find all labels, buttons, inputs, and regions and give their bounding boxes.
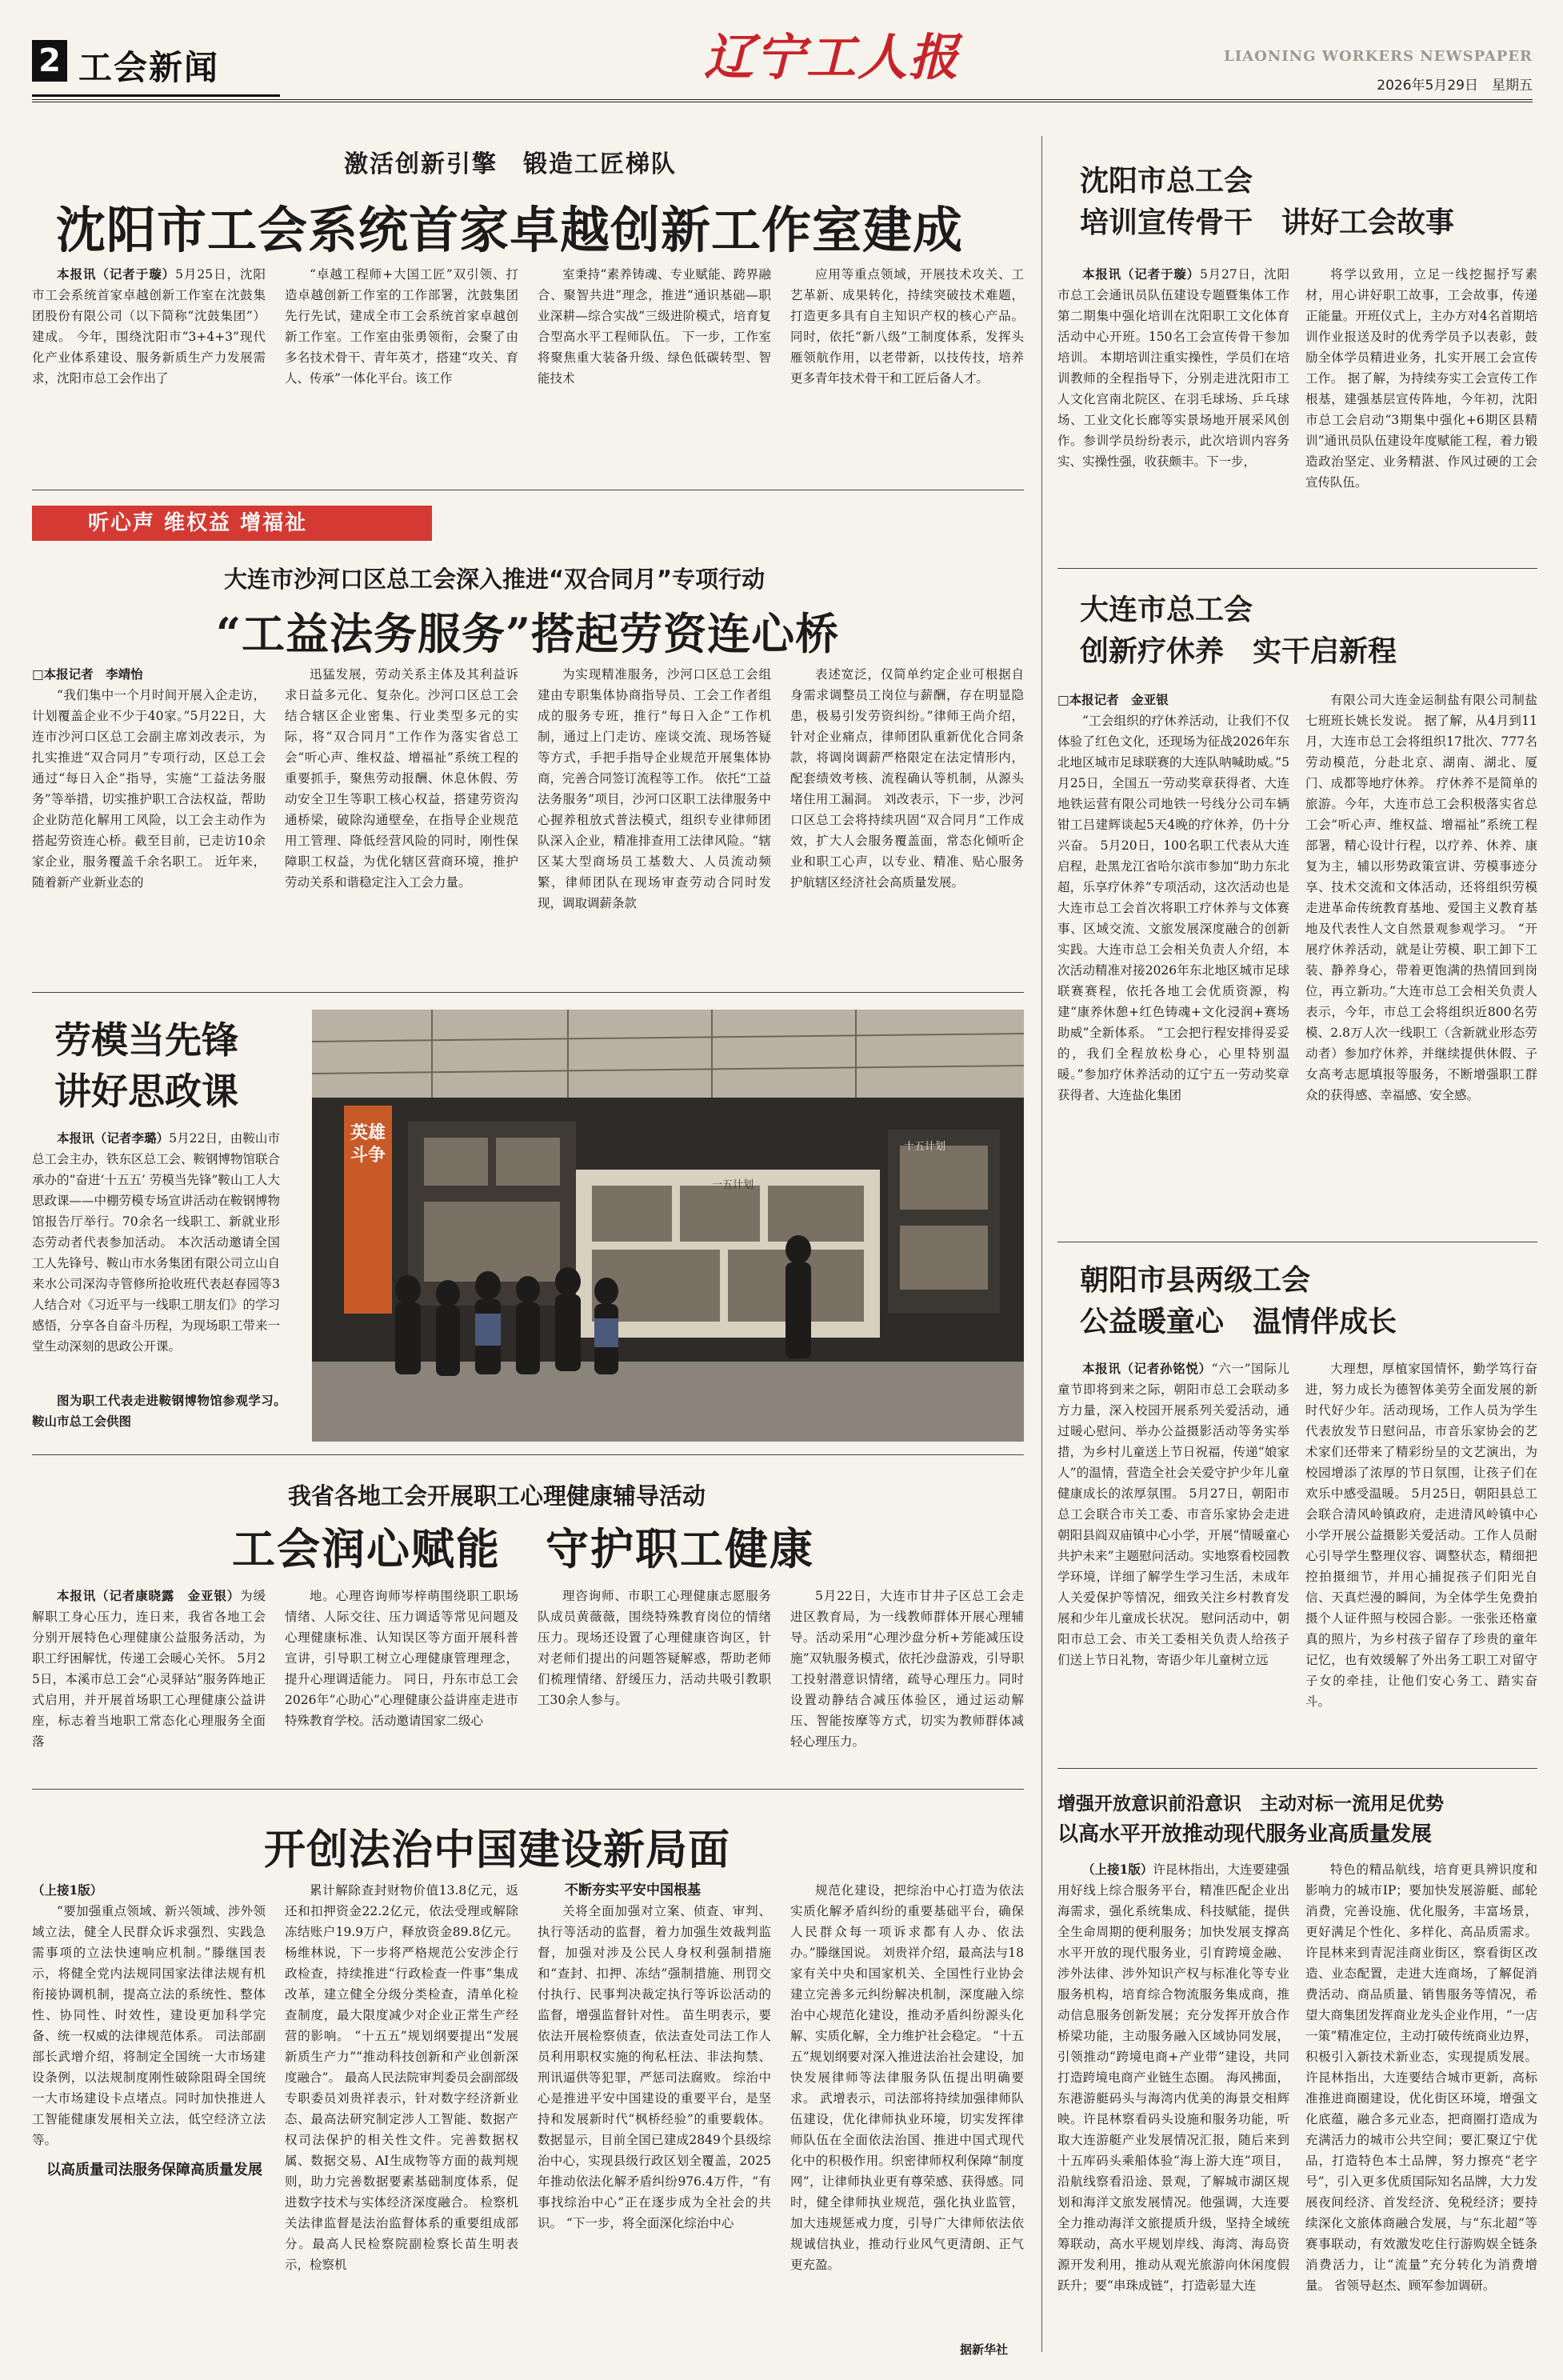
column-text: 将学以致用，立足一线挖掘抒写素材，用心讲好职工故事，工会故事，传递正能量。开班仪式上，主办方对4名首期培训作业报送及时的优秀学员予以表彰，鼓励全体学员精进业务，扎实开展工会宣传工作。 据了解，为持续夯实工会宣传工作根基，建强基层宣传阵地，今年初，沈阳市总工会启动“3期集中强化+6期区县精训”通讯员队伍建设年度赋能工程，着力锻造政治坚定、业务精湛、作风过硬的工会宣传队伍。 xyxy=(1305,267,1537,490)
article-column xyxy=(32,264,266,464)
column-text: 累计解除查封财物价值13.8亿元，返还和扣押资金22.2亿元，依法受理或解除冻结账户19.9万户，释放资金89.8亿元。 杨维林说，下一步将严格规范公安涉企行政检查，持续推进“行政检查一件事”集成改革，建立健全分级分类检查，清单化检查制度，最大限度减少对企业正常生产经营的影响。 “十五五”规划纲要提出“发展新质生产力”“推动科技创新和产业创新深度融合”。 最高人民法院审判委员会副部级专职委员刘贵祥表示，针对数字经济新业态、最高法研究制定涉人工智能、数据产权司法保护的相关性文件。完善数据权属、数据交易、AI生成物等方面的裁判规则，助力完善数据要素基础制度体系，促进数字技术与实体经济深度融合。 检察机关法律监督是法治监督体系的重要组成部分。最高人民检察院副检察长苗生明表示，检察机 xyxy=(285,1883,518,2272)
column-text: “我们集中一个月时间开展入企走访，计划覆盖企业不少于40家。”5月22日，大连市沙河口区总工会副主席刘改表示，为扎实推进“双合同月”专项行动，区总工会通过“每日入企”指导，实施“工益法务服务”等举措，切实推护职工合法权益，帮助企业防范化解用工风险，以工会主动作为搭起劳资连心桥。截至目前，已走访10余家企业，服务覆盖千余名职工。 近年来，随着新产业新业态的 xyxy=(32,688,266,890)
section-rule xyxy=(1057,568,1537,569)
column-text: 为缓解职工身心压力，连日来，我省各地工会分别开展特色心理健康公益服务活动，为职工纾困解忧，传递工会暖心关怀。 5月25日，本溪市总工会“心灵驿站”服务阵地正式启用，并开展首场职工心理健康公益讲座，标志着当地职工常态化心理服务全面落 xyxy=(32,1589,266,1749)
date-text: 2026年5月29日 xyxy=(1377,78,1478,94)
article-title xyxy=(1080,1259,1397,1342)
subheading: 不断夯实平安中国根基 xyxy=(565,1882,701,1898)
column-text: 5月25日，沈阳市工会系统首家卓越创新工作室在沈鼓集团股份有限公司（以下简称“沈鼓集团”）建成。 今年，围绕沈阳市“3+4+3”现代化产业体系建设、服务新质生产力发展需求，沈阳市总工会作出了 xyxy=(32,267,266,386)
title-line: 创新疗休养 实干启新程 xyxy=(1080,634,1397,668)
article-kicker: 我省各地工会开展职工心理健康辅导活动 xyxy=(288,1482,706,1510)
article-column xyxy=(790,664,1024,984)
article-labor-law-service xyxy=(32,494,1024,990)
article-body xyxy=(1057,690,1537,1234)
article-dalian-openness xyxy=(1057,1773,1537,2357)
title-line: 朝阳市县两级工会 xyxy=(1080,1263,1311,1297)
article-column xyxy=(538,1880,771,2352)
column-text: 表述宽泛，仅简单约定企业可根据自身需求调整员工岗位与薪酬，存在明显隐患，极易引发劳资纠纷。”律师王尚介绍，针对企业痛点，律师团队重新优化合同条款，将调岗调薪严格限定在法定情形内，配套绩效考核、流程确认等机制，从源头堵住用工漏洞。 刘改表示，下一步，沙河口区总工会将持续巩固“双合同月”工作成效，扩大人会服务覆盖面，常态化倾听企业和职工心声，以专业、精准、贴心服务护航辖区经济社会高质量发展。 xyxy=(790,667,1024,890)
article-innovation-studio xyxy=(32,144,1024,480)
column-text: 特色的精品航线，培育更具辨识度和影响力的城市IP；要加快发展游艇、邮轮消费，完善设施、优化服务，丰富场景，更好满足个性化、多样化、高品质需求。 许昆林来到青泥洼商业街区，察看街区改造、业态配置，走进大连商场，了解促消费活动、商品质量、销售服务等情况，希望大商集团发挥商业龙头企业作用，“一店一策”精准定位，主动打破传统商业边界，积极引入新技术新业态，实现提质发展。许昆林指出，大连要结合城市更新，高标准推进商圈建设，优化街区环境，增强文化底蕴，融合多元业态，把商圈打造成为充满活力的城市公共空间；要汇聚辽宁优品，打造特色本土品牌，努力擦亮“老字号”，引入更多优质国际知名品牌，大力发展夜间经济、首发经济、免税经济；要持续深化文旅体商融合发展，与“东北超”等赛事联动，有效激发吃住行游购娱全链条消费活力，让“流量”充分转化为消费增量。 省领导赵杰、顾军参加调研。 xyxy=(1305,1862,1537,2293)
article-kicker: 大连市沙河口区总工会深入推进“双合同月”专项行动 xyxy=(224,566,766,593)
column-text: “工会组织的疗休养活动，让我们不仅体验了红色文化，还现场为征战2026年东北地区城市足球联赛的大连队呐喊助威。”5月25日，全国五一劳动奖章获得者、大连地铁运营有限公司地铁一号线分公司车辆钳工吕建辉谈起5天4晚的疗休养，仍十分兴奋。 5月20日，100名职工代表从大连启程，赴黑龙江省哈尔滨市参加“助力东北超，乐享疗休养”专项活动，这次活动也是大连市总工会首次将职工疗休养与文体赛事、区域交流、文旅发展深度融合的创新实践。大连市总工会相关负责人介绍，本次活动精准对接2026年东北地区城市足球联赛赛程，依托各地工会优质资源，构建“康养休憩+红色铸魂+文化浸润+赛场助威”全新体系。 “工会把行程安排得妥妥的，我们全程放松身心，心里特别温暖。”参加疗休养活动的辽宁五一劳动奖章获得者、大连盐化集团 xyxy=(1057,714,1289,1102)
exhibit-panel-label: 十五计划 xyxy=(904,1141,946,1153)
article-body xyxy=(32,264,1024,464)
section-rule xyxy=(32,1789,1024,1790)
title-line: 增强开放意识前沿意识 主动对标一流用足优势 xyxy=(1057,1794,1444,1814)
article-column xyxy=(1305,690,1537,1234)
article-column xyxy=(32,664,266,984)
column-text: 有限公司大连金运制盐有限公司制盐七班班长姚长发说。 据了解，从4月到11月，大连市总工会将组织17批次、777名劳动模范，分赴北京、湖南、湖北、厦门、成都等地疗休养。 疗休养不是简单的旅游。今年，大连市总工会积极落实省总工会“听心声、维权益、增福祉”系统工程部署，精心设计行程，以疗养、休养、康复为主，辅以形势政策宣讲、劳模事迹分享、技术交流和文体活动，还将组织劳模走进革命传统教育基地、爱国主义教育基地及代表性人文自然景观参观学习。 “开展疗休养活动，就是让劳模、职工卸下工装、静养身心，带着更饱满的热情回到岗位，再立新功。”大连市总工会相关负责人表示，今年，市总工会将组织近800名劳模、2.8万人次一线职工（含新就业形态劳动者）参加疗休养，并继续提供休假、子女高考志愿填报等服务，不断增强职工群众的获得感、幸福感、安全感。 xyxy=(1305,693,1537,1102)
article-column xyxy=(538,1586,771,1778)
article-column xyxy=(285,1880,518,2352)
column-text: 室秉持“素养铸魂、专业赋能、跨界融合、聚智共进”理念，推进“通识基础—职业深耕—综合实战”三级进阶模式，培育复合型高水平工程师队伍。 下一步，工作室将聚焦重大装备升级、绿色低碳转型、智能技术 xyxy=(538,267,771,386)
article-body xyxy=(1057,264,1537,552)
article-column xyxy=(1305,264,1537,552)
column-text: “卓越工程师+大国工匠”双引领、打造卓越创新工作室的工作部署，沈鼓集团先行先试，建成全市工会系统首家卓越创新工作室。工作室由张勇领衔，会聚了由多名技术骨干、青年英才，搭建“攻关、育人、传承”一体化平台。该工作 xyxy=(285,267,518,386)
column-text: 许昆林指出，大连要建强用好线上综合服务平台，精准匹配企业出海需求，强化系统集成、科技赋能，提供全生命周期的便利服务；加快发展支撑高水平开放的现代服务业，引育跨境金融、涉外法律、涉外知识产权与标准化等专业服务机构，培育综合物流服务集成商，推动信息服务创新发展；充分发挥开放合作桥梁功能，主动服务融入区域协同发展，引领推动“跨境电商+产业带”建设，共同打造跨境电商产业链生态圈。 海风拂面，东港游艇码头与海湾内优美的海景交相辉映。许昆林察看码头设施和服务功能，听取大连游艇产业发展情况汇报，随后来到十五库码头乘船体验“海上游大连”项目，沿航线察看沿途、景观，了解城市湖区规划和海洋文旅发展情况。他强调，大连要全力推动海洋文旅提质升级，坚持全域统筹联动，高水平规划岸线、海湾、海岛资源开发利用，推动从观光旅游向休闲度假跃升；要“串珠成链”，打造彰显大连 xyxy=(1057,1862,1289,2293)
newspaper-logo: 辽宁工人报 xyxy=(704,28,961,86)
section-underline xyxy=(32,94,280,97)
title-line: 公益暖童心 温情伴成长 xyxy=(1080,1305,1397,1338)
article-byline: □本报记者 金亚银 xyxy=(1057,692,1169,707)
title-line: 沈阳市总工会 xyxy=(1080,164,1253,198)
article-rule-of-law xyxy=(32,1797,1024,2357)
article-dalian-recuperation xyxy=(1057,573,1537,1237)
article-column xyxy=(538,264,771,464)
lead-marker: （上接1版） xyxy=(32,1882,103,1898)
article-column xyxy=(1057,1859,1289,2355)
article-body xyxy=(32,664,1024,984)
article-column xyxy=(1057,1358,1302,1755)
section-rule xyxy=(32,1454,1024,1455)
article-title xyxy=(1057,1789,1537,1850)
photo-credit: 鞍山市总工会供图 xyxy=(32,1414,132,1429)
article-column xyxy=(1057,264,1289,552)
column-text: 规范化建设，把综治中心打造为依法实质化解矛盾纠纷的重要基础平台，确保人民群众每一项诉求都有人办、依法办。”滕继国说。 刘贵祥介绍，最高法与18家有关中央和国家机关、全国性行业协会建立完善多元纠纷解决机制，深度融入综治中心规范化建设，推动矛盾纠纷源头化解、实质化解，全力维护社会稳定。 “十五五”规划纲要对深入推进法治社会建设，加快发展律师等法律服务队伍提出明确要求。 武增表示，司法部将持续加强律师队伍建设，优化律师执业环境，切实发挥律师队伍在全面依法治国、推进中国式现代化中的积极作用。织密律师权利保障“制度网”，让律师执业更有尊荣感、获得感。同时，健全律师执业规范，强化执业监管，加大违规惩戒力度，引导广大律师依法依规诚信执业，推动行业风气更清朗、正气更充盈。 xyxy=(790,1883,1024,2272)
article-byline: 本报讯（记者于璇） xyxy=(1082,266,1200,282)
article-model-worker-lecture xyxy=(32,1000,1024,1448)
article-title: “工益法务服务”搭起劳资连心桥 xyxy=(216,608,840,659)
article-column xyxy=(1305,1358,1537,1755)
article-body xyxy=(32,1880,1024,2352)
column-text: 为实现精准服务，沙河口区总工会组建由专职集体协商指导员、工会工作者组成的服务专班，推行“每日入企”工作机制，通过上门走访、座谈交流、现场答疑等方式，手把手指导企业规范开展集体协商，完善合同签订流程等工作。 依托“工益法务服务”项目，沙河口区职工法律服务中心握养租放式普法模式，组织专业律师团队深入企业，精准排查用工法律风险。“辖区某大型商场员工基数大、人员流动频繁，律师团队在现场审查劳动合同时发现，调取调薪条款 xyxy=(538,667,771,910)
article-column xyxy=(1057,690,1289,1234)
article-title xyxy=(54,1014,238,1117)
article-column xyxy=(32,1880,266,2352)
column-text: “要加强重点领域、新兴领域、涉外领域立法，健全人民群众诉求强烈、实践急需事项的立法快速响应机制。”滕继国表示，将健全党内法规同国家法律法规有机衔接协调机制，提高立法的系统性、整体性、协同性、时效性，建设更加科学完备、统一权威的法律规范体系。 司法部副部长武增介绍，将制定全国统一大市场建设条例，以法规制度刚性破除阻碍全国统一大市场建设卡点堵点。同时加快推进人工智能健康发展相关立法，低空经济立法等。 xyxy=(32,1904,266,2147)
exhibit-panel-label: 一五计划 xyxy=(712,1179,754,1191)
article-source: 据新华社 xyxy=(960,2342,1009,2357)
article-byline: 本报讯（记者孙铭悦） xyxy=(1082,1361,1212,1376)
museum-photo xyxy=(312,1010,1024,1442)
article-column xyxy=(790,264,1024,464)
article-body xyxy=(32,1586,1024,1778)
article-column xyxy=(790,1880,1024,2352)
column-text: 5月27日，沈阳市总工会通讯员队伍建设专题暨集体工作第二期集中强化培训在沈阳职工文化体育活动中心开班。150名工会宣传骨干参加培训。 本期培训注重实操性，学员们在培训教师的全程指导下，分别走进沈阳市工人文化宫南北院区、在羽毛球场、乒乓球场、工业文化长廊等实景场地开展采风创作。参训学员纷纷表示，此次培训内容务实、实操性强，收获颇丰。下一步， xyxy=(1057,267,1289,469)
lead-marker: （上接1版） xyxy=(1082,1862,1153,1877)
article-body xyxy=(1057,1358,1537,1755)
article-kicker: 激活创新引擎 锻造工匠梯队 xyxy=(344,150,677,178)
column-text: 应用等重点领域，开展技术攻关、工艺革新、成果转化，持续突破技术难题，打造更多具有自主知识产权的核心产品。同时，依托“新八级”工制度体系，发挥头雁领航作用，以老带新，以技传技，培养更多青年技术骨干和工匠后备人才。 xyxy=(790,267,1024,386)
masthead-rule xyxy=(32,99,1533,102)
title-line: 以高水平开放推动现代服务业高质量发展 xyxy=(1057,1822,1433,1846)
article-chaoyang-children xyxy=(1057,1246,1537,1758)
caption-text: 图为职工代表走进鞍钢博物馆参观学习。 xyxy=(57,1393,280,1408)
article-column xyxy=(32,1586,266,1778)
article-title xyxy=(1080,160,1454,243)
article-column xyxy=(285,1586,518,1778)
issue-date xyxy=(1296,74,1533,94)
article-shenyang-training xyxy=(1057,144,1537,560)
exhibit-panel-label: 英雄斗争 xyxy=(350,1122,386,1166)
column-text: 5月22日，由鞍山市总工会主办，铁东区总工会、鞍钢博物馆联合承办的“奋进‘十五五’ 劳模当先锋”鞍山工人大思政课——中棚劳模专场宣讲活动在鞍钢博物馆报告厅举行。70余名一线职工、新就业形态劳动者代表参加活动。 本次活动邀请全国工人先锋号、鞍山市水务集团有限公司立山自来水公司深沟寺管修所抢收班代表赵春园等3人结合对《习近平与一线职工朋友们》的学习感悟，分享各自奋斗历程，为现场职工带来一堂生动深刻的思政公开课。 xyxy=(32,1131,281,1354)
topic-banner: 听心声 维权益 增福祉 xyxy=(32,506,432,541)
column-text: 关将全面加强对立案、侦查、审判、执行等活动的监督，着力加强生效裁判监督，加强对涉及公民人身权利强制措施和“查封、扣押、冻结”强制措施、刑罚交付执行、民事判决裁定执行等诉讼活动的监督，增强监督针对性。 苗生明表示，要依法开展检察侦查，依法查处司法工作人员利用职权实施的徇私枉法、非法拘禁、刑讯逼供等犯罪，严惩司法腐败。 综治中心是推进平安中国建设的重要平台，是坚持和发展新时代“枫桥经验”的重要载体。 数据显示，目前全国已建成2849个县级综治中心，实现县级行政区划全覆盖，2025年推动依法化解矛盾纠纷976.4万件，“有事找综治中心”正在逐步成为全社会的共识。 “下一步，将全面深化综治中心 xyxy=(538,1904,771,2230)
article-column xyxy=(285,264,518,464)
column-divider xyxy=(1041,136,1042,2352)
masthead xyxy=(0,0,1563,106)
article-body xyxy=(1057,1859,1537,2355)
column-text: 地。心理咨询师岑梓萌围绕职工职场情绪、人际交往、压力调适等常见问题及心理健康标准、认知误区等方面开展科普宣讲，引导职工树立心理健康管理理念，提升心理调适能力。 同日，丹东市总工会2026年“心助心”心理健康公益讲座走进市特殊教育学校。活动邀请国家二级心 xyxy=(285,1589,518,1728)
article-column xyxy=(1305,1859,1537,2355)
photo-caption xyxy=(32,1390,280,1432)
section-rule xyxy=(1057,1768,1537,1769)
column-text: 理咨询师、市职工心理健康志愿服务队成员黄薇薇，围绕特殊教育岗位的情绪压力。现场还设置了心理健康咨询区，针对老师们提出的问题答疑解惑，帮助老师们梳理情绪、舒缓压力，活动共吸引教职工30余人参与。 xyxy=(538,1589,771,1707)
article-column xyxy=(790,1586,1024,1778)
title-line: 讲好思政课 xyxy=(54,1070,238,1113)
subheading: 以高质量司法服务保障高质量发展 xyxy=(46,2162,262,2178)
section-rule xyxy=(32,992,1024,993)
section-name: 工会新闻 xyxy=(78,48,220,87)
museum-scene-illustration xyxy=(312,1010,1024,1442)
article-byline: □本报记者 李靖怡 xyxy=(32,666,143,682)
article-byline: 本报讯（记者康晓露 金亚银） xyxy=(57,1588,241,1603)
article-byline: 本报讯（记者李璐） xyxy=(57,1130,170,1146)
article-mental-health xyxy=(32,1461,1024,1781)
article-title: 开创法治中国建设新局面 xyxy=(264,1826,731,1874)
title-line: 劳模当先锋 xyxy=(54,1018,238,1062)
article-title: 沈阳市工会系统首家卓越创新工作室建成 xyxy=(56,201,964,259)
column-text: 大理想，厚植家国情怀，勤学笃行奋进，努力成长为德智体美劳全面发展的新时代好少年。活动现场，工作人员为学生代表放发节日慰问品，市音乐家协会的艺术家们还带来了精彩纷呈的文艺演出，为校园增添了浓厚的节日氛围，让孩子们在欢乐中感受温暖。 5月25日，朝阳县总工会联合清风岭镇政府，走进清风岭镇中心小学开展公益摄影关爱活动。工作人员耐心引导学生整理仪容、调整状态，精细把控拍摄细节，并用心捕捉孩子们阳光自信、天真烂漫的瞬间，为全体学生免费拍摄个人证件照与校园合影。一张张还格童真的照片，为乡村孩子留存了珍贵的童年记忆，也有效缓解了外出务工职工对留守子女的牵挂，让他们安心务工、踏实奋斗。 xyxy=(1305,1362,1537,1709)
article-title: 工会润心赋能 守护职工健康 xyxy=(232,1523,814,1574)
article-title xyxy=(1080,589,1397,672)
column-text: 5月22日，大连市甘井子区总工会走进区教育局，为一线教师群体开展心理辅导。活动采用“心理沙盘分析+芳能减压设施”双轨服务模式，依托沙盘游戏，引导职工投射潜意识情绪，疏导心理压力。同时设置动静结合减压体验区，通过运动解压、智能按摩等方式，切实为教师群体减轻心理压力。 xyxy=(790,1589,1024,1749)
column-text: 迅猛发展，劳动关系主体及其利益诉求日益多元化、复杂化。沙河口区总工会结合辖区企业密集、行业类型多元的实际，将“双合同月”工作作为落实省总工会“听心声、维权益、增福祉”系统工程的重要抓手，聚焦劳动报酬、休息休假、劳动安全卫生等职工核心权益，搭建劳资沟通桥梁，破除沟通壁垒，在指导企业规范用工管理、降低经营风险的同时，刚性保障职工权益，为优化辖区营商环境，推护劳动关系和谐稳定注入工会力量。 xyxy=(285,667,518,890)
weekday-text: 星期五 xyxy=(1492,78,1533,94)
newspaper-english-name: LIAONING WORKERS NEWSPAPER xyxy=(1224,48,1533,65)
article-column xyxy=(538,664,771,984)
page-number-box: 2 xyxy=(32,40,67,82)
title-line: 培训宣传骨干 讲好工会故事 xyxy=(1080,206,1455,239)
title-line: 大连市总工会 xyxy=(1080,593,1253,626)
article-column xyxy=(285,664,518,984)
article-byline: 本报讯（记者于璇） xyxy=(57,266,176,282)
column-text: “六一”国际儿童节即将到来之际，朝阳市总工会联动多方力量，深入校园开展系列关爱活动，通过暖心慰问、举办公益摄影活动等务实举措，为乡村儿童送上节日祝福，传递“娘家人”的温情，营造全社会关爱守护少年儿童健康成长的浓厚氛围。 5月27日，朝阳市总工会联合市关工委、市音乐家协会走进朝阳县阎双庙镇中心小学，开展“情暖童心 共护未来”主题慰问活动。实地察看校园教学环境，详细了解学生学习生活，未成年人关爱保护等情况，细致关注乡村教育发展和少年儿童成长状况。 慰问活动中，朝阳市总工会、市关工委相关负责人给孩子们送上节日礼物，寄语少年儿童树立远 xyxy=(1057,1362,1302,1667)
